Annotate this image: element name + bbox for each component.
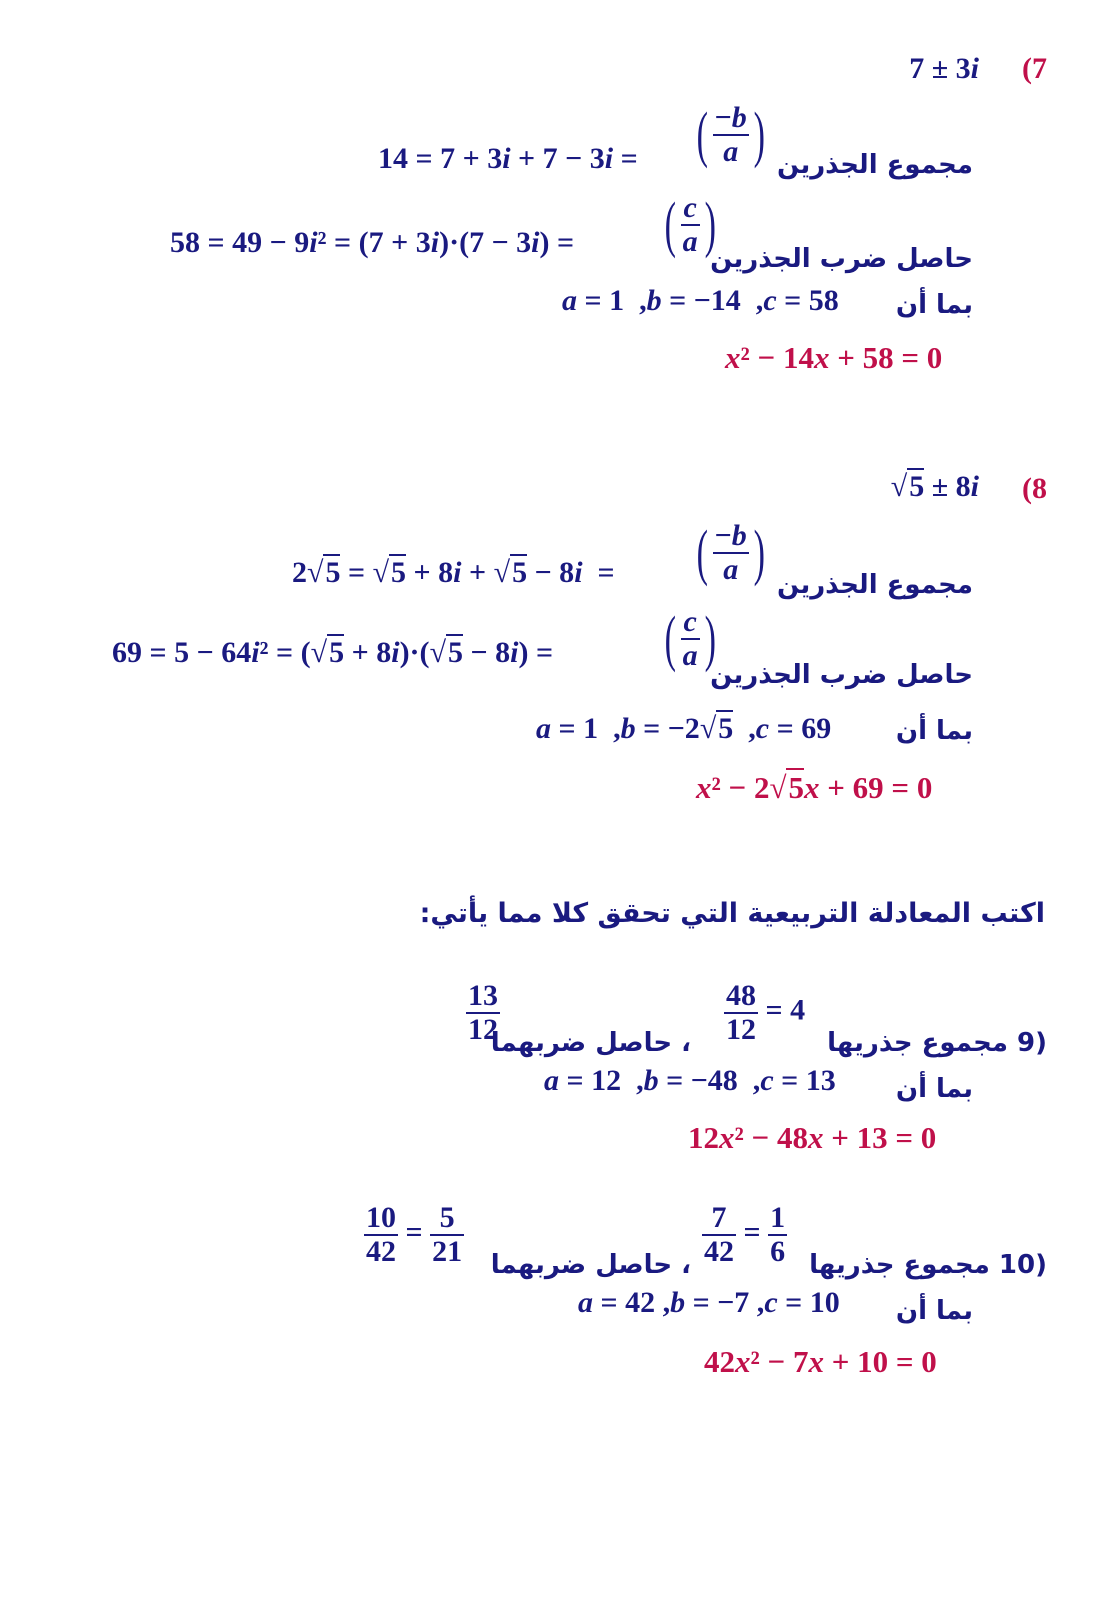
q8-roots: √5 ± 8i bbox=[890, 470, 979, 503]
q10-equation: 42x² − 7x + 10 = 0 bbox=[704, 1344, 937, 1379]
q8-sum-label: مجموع الجذرين bbox=[777, 570, 973, 600]
q8-sum-fraction: ( $\frac{-b}{a}$ ) bbox=[696, 518, 765, 587]
q7-equation: x² − 14x + 58 = 0 bbox=[725, 340, 943, 375]
q8-prod-expr: 69 = 5 − 64i² = (√5 + 8i)·(√5 − 8i) = bbox=[112, 636, 554, 669]
q9-equation: 12x² − 48x + 13 = 0 bbox=[688, 1120, 937, 1155]
q10-prod-label: ، حاصل ضربهما bbox=[490, 1250, 691, 1280]
q9-sum-label: مجموع جذريها bbox=[827, 1028, 1008, 1058]
q7-number: (7 bbox=[1022, 52, 1047, 85]
q10-sum-label: مجموع جذريها bbox=[809, 1250, 990, 1280]
q8-coeffs: a = 1 ,b = −2√5 ,c = 69 bbox=[536, 712, 832, 745]
q8-sum-expr: 2√5 = √5 + 8i + √5 − 8i = bbox=[292, 556, 615, 589]
q7-sum-fraction: ( $\frac{-b}{a}$ ) bbox=[696, 100, 765, 169]
q7-prod-fraction: ( $\frac{c}{a}$ ) bbox=[664, 190, 716, 259]
q9-coeffs: a = 12 ,b = −48 ,c = 13 bbox=[544, 1064, 836, 1097]
q9-prod-label: ، حاصل ضربهما bbox=[490, 1028, 691, 1058]
q9-sum-fraction: $\frac{48}{12}$ = 4 bbox=[726, 979, 806, 1046]
q8-equation: x² − 2√5x + 69 = 0 bbox=[696, 770, 933, 805]
q8-number: (8 bbox=[1022, 472, 1047, 505]
q8-prod-fraction: ( $\frac{c}{a}$ ) bbox=[664, 604, 716, 673]
q8-prod-label: حاصل ضرب الجذرين bbox=[710, 660, 973, 690]
q10-number-label bbox=[809, 1250, 1047, 1280]
q8-since-label: بما أن bbox=[895, 716, 973, 746]
q10-number: (10 bbox=[998, 1250, 1047, 1280]
q7-roots: 7 ± 3i bbox=[909, 52, 979, 85]
q7-coeffs: a = 1 ,b = −14 ,c = 58 bbox=[562, 284, 839, 317]
q9-since-label: بما أن bbox=[895, 1074, 973, 1104]
q7-since-label: بما أن bbox=[895, 290, 973, 320]
q9-number: (9 bbox=[1017, 1028, 1047, 1058]
q7-sum-expr: 14 = 7 + 3i + 7 − 3i = bbox=[378, 142, 638, 175]
q10-coeffs: a = 42 ,b = −7 ,c = 10 bbox=[578, 1286, 840, 1319]
q10-prod-fraction: $\frac{10}{42}$ = $\frac{5}{21}$ bbox=[366, 1201, 463, 1268]
q10-since-label: بما أن bbox=[895, 1296, 973, 1326]
q7-prod-expr: 58 = 49 − 9i² = (7 + 3i)·(7 − 3i) = bbox=[170, 226, 575, 259]
section-title: اكتب المعادلة التربيعية التي تحقق كلا مما يأتي: bbox=[419, 898, 1045, 929]
q7-prod-label: حاصل ضرب الجذرين bbox=[710, 244, 973, 274]
q10-sum-fraction: $\frac{7}{42}$ = $\frac{1}{6}$ bbox=[704, 1201, 786, 1268]
q9-prod-fraction: $\frac{13}{12}$ bbox=[468, 979, 498, 1046]
q9-number-label bbox=[827, 1028, 1047, 1058]
q7-sum-label: مجموع الجذرين bbox=[777, 150, 973, 180]
